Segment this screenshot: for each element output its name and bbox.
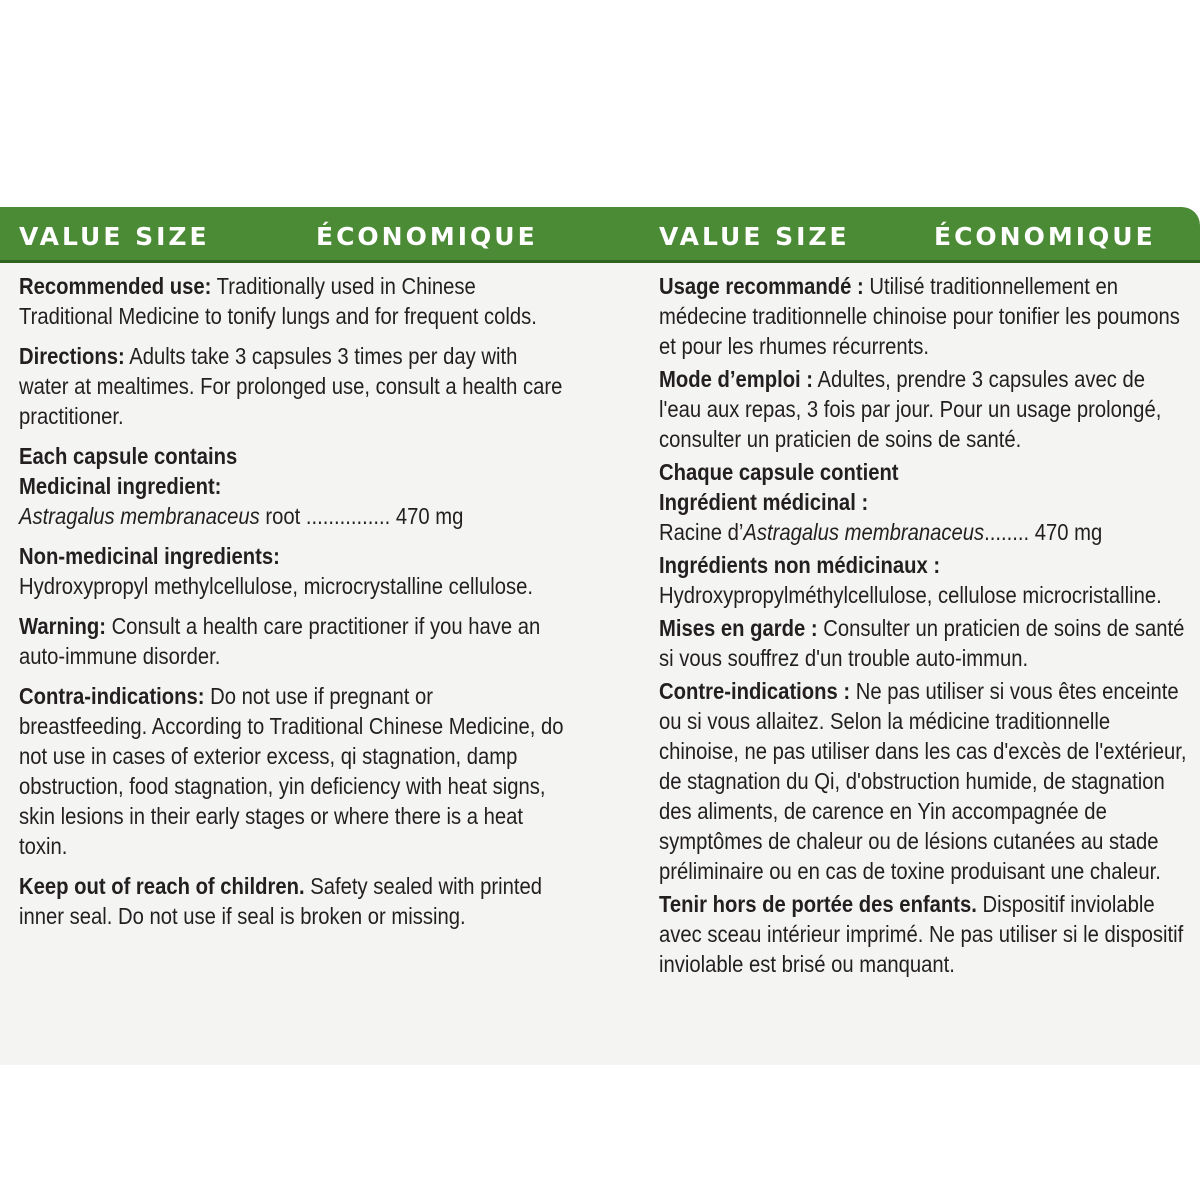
english-column	[19, 271, 565, 941]
ingredients-block-fr	[659, 457, 1191, 547]
warning	[19, 611, 565, 671]
ingredient-medicinal-heading: Ingrédient médicinal :	[659, 489, 869, 515]
warning-label: Warning:	[19, 613, 106, 639]
product-label-panel	[0, 207, 1200, 1065]
keep-out-of-reach	[19, 871, 565, 931]
non-medicinal-label: Non-medicinal ingredients:	[19, 543, 280, 569]
ingredient-name-fr: Astragalus membranaceus	[743, 519, 985, 545]
tenir-hors-de-portee-label: Tenir hors de portée des enfants.	[659, 891, 977, 917]
keep-out-of-reach-text: Safety sealed with printed inner seal. Do not use if seal is broken or missing.	[19, 873, 543, 929]
warning-text: Consult a health care practitioner if you have an auto-immune disorder.	[19, 613, 541, 669]
non-medicinal-text: Hydroxypropyl methylcellulose, microcrystalline cellulose.	[19, 573, 534, 599]
ingredients-non-medicinaux-text: Hydroxypropylméthylcellulose, cellulose microcristalline.	[659, 582, 1162, 608]
tenir-hors-de-portee	[659, 889, 1191, 979]
mises-en-garde-text: Consulter un praticien de soins de santé si vous souffrez d'un trouble auto-immun.	[659, 615, 1185, 671]
usage-recommande-text: Utilisé traditionnellement en médecine traditionnelle chinoise pour tonifier les poumons et pour les rhumes récurrents.	[659, 273, 1180, 359]
usage-recommande	[659, 271, 1191, 361]
ingredients-block	[19, 441, 565, 531]
banner-economique-fr: ÉCONOMIQUE	[316, 222, 538, 251]
keep-out-of-reach-label: Keep out of reach of children.	[19, 873, 305, 899]
non-medicinal-ingredients	[19, 541, 565, 601]
contra-indications-label: Contra-indications:	[19, 683, 205, 709]
directions	[19, 341, 565, 431]
ingredients-non-medicinaux	[659, 550, 1191, 610]
recommended-use-label: Recommended use:	[19, 273, 212, 299]
french-column	[659, 271, 1191, 982]
contre-indications-label: Contre-indications :	[659, 678, 851, 704]
recommended-use-text: Traditionally used in Chinese Traditional Medicine to tonify lungs and for frequent colds.	[19, 273, 537, 329]
ingredient-part-amount: root ............... 470 mg	[259, 503, 464, 529]
ingredient-amount-fr: ........ 470 mg	[984, 519, 1103, 545]
contre-indications	[659, 676, 1191, 886]
mode-emploi-text: Adultes, prendre 3 capsules avec de l'eau aux repas, 3 fois par jour. Pour un usage prolongé, consulter un praticien de soins de santé.	[659, 366, 1162, 452]
chaque-capsule-heading: Chaque capsule contient	[659, 459, 899, 485]
each-capsule-heading: Each capsule contains	[19, 443, 238, 469]
banner-value-size-en-2: VALUE SIZE	[659, 222, 850, 251]
ingredient-prefix-fr: Racine d’	[659, 519, 744, 545]
recommended-use	[19, 271, 565, 331]
ingredients-non-medicinaux-label: Ingrédients non médicinaux :	[659, 552, 941, 578]
banner-economique-fr-2: ÉCONOMIQUE	[934, 222, 1156, 251]
directions-text: Adults take 3 capsules 3 times per day with water at mealtimes. For prolonged use, consult a health care practitioner.	[19, 343, 563, 429]
tenir-hors-de-portee-text: Dispositif inviolable avec sceau intérieur imprimé. Ne pas utiliser si le dispositif inviolable est brisé ou manquant.	[659, 891, 1184, 977]
contra-indications	[19, 681, 565, 861]
mises-en-garde	[659, 613, 1191, 673]
mises-en-garde-label: Mises en garde :	[659, 615, 818, 641]
header-banner	[0, 207, 1200, 263]
ingredient-name: Astragalus membranaceus	[19, 503, 260, 529]
contra-indications-text: Do not use if pregnant or breastfeeding. According to Traditional Chinese Medicine, do not use in cases of exterior excess, qi stagnation, damp obstruction, food stagnation, yin deficiency with heat signs, skin lesions in their early stages or where there is a heat toxin.	[19, 683, 564, 859]
mode-emploi	[659, 364, 1191, 454]
medicinal-ingredient-heading: Medicinal ingredient:	[19, 473, 222, 499]
directions-label: Directions:	[19, 343, 125, 369]
banner-value-size-en: VALUE SIZE	[19, 222, 210, 251]
contre-indications-text: Ne pas utiliser si vous êtes enceinte ou si vous allaitez. Selon la médicine traditionnelle chinoise, ne pas utiliser dans les cas d'excès de l'extérieur, de stagnation du Qi, d'obstruction humide, de stagnation des aliments, de carence en Yin accompagnée de symptômes de chaleur ou de lésions cutanées au stade préliminaire ou en cas de toxine produisant une chaleur.	[659, 678, 1187, 884]
mode-emploi-label: Mode d’emploi :	[659, 366, 814, 392]
usage-recommande-label: Usage recommandé :	[659, 273, 864, 299]
